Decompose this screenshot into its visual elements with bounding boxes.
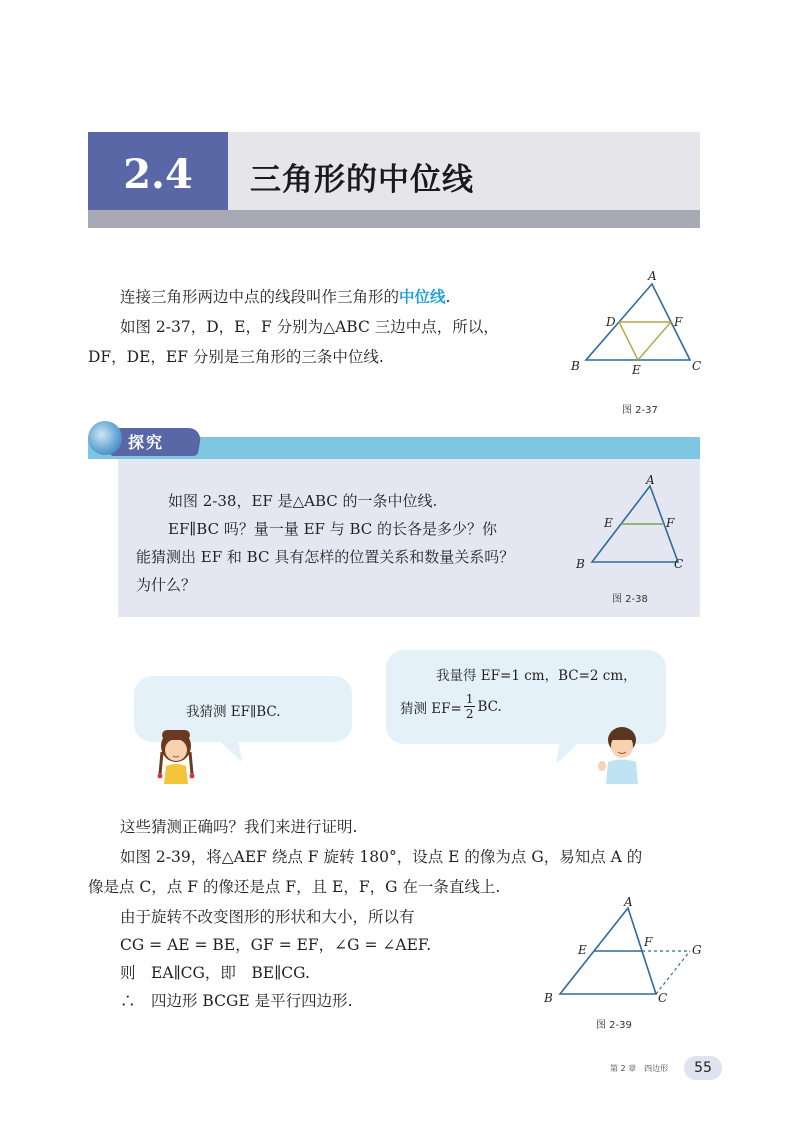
proof-line-4: 由于旋转不改变图形的形状和大小，所以有 [120,908,415,926]
left-bubble-text: 我猜测 EF∥BC. [186,704,281,720]
boy-shirt [606,760,638,785]
fig37-label-b: B [571,359,580,373]
fig39-label-c: C [658,991,668,1005]
right-bubble-line-1: 我量得 EF=1 cm，BC=2 cm， [436,668,637,684]
page-number: 55 [684,1056,722,1080]
fraction-numerator: 1 [465,692,474,706]
right-bubble-line-2 [400,692,502,721]
fig37-midlines [619,322,671,360]
fig38-caption: 图 2-38 [612,594,648,605]
right-bubble-tail [556,740,586,766]
girl-shirt [164,764,188,784]
intro-line-1-text: 连接三角形两边中点的线段叫作三角形的 [120,288,400,306]
proof-line-5: CG = AE = BE，GF = EF，∠G = ∠AEF. [120,936,432,954]
fig38-label-b: B [576,557,585,571]
fig38-label-e: E [604,516,613,530]
explore-magnifier-icon [88,421,122,455]
fig37-caption: 图 2-37 [622,405,658,416]
fig37-label-a: A [648,270,657,283]
proof-line-1: 这些猜测正确吗？我们来进行证明. [120,818,358,836]
term-midline: 中位线 [399,287,446,306]
fig39-label-f: F [644,935,653,949]
fig39-label-a: A [624,896,633,909]
fig39-label-g: G [692,943,702,957]
fig39-label-b: B [544,991,553,1005]
fig37-label-c: C [692,359,702,373]
fig37-label-e: E [632,363,641,377]
explore-line-2: EF∥BC 吗？量一量 EF 与 BC 的长各是多少？你 [168,520,498,538]
girl-character [154,726,200,784]
fig39-label-e: E [578,943,587,957]
figure-2-38 [574,472,694,578]
fraction-denominator: 2 [465,707,474,721]
intro-line-1-end: . [445,288,451,306]
explore-line-3: 能猜测出 EF 和 BC 具有怎样的位置关系和数量关系吗？ [136,548,515,566]
section-title: 三角形的中位线 [250,162,474,198]
section-number: 2.4 [123,151,193,198]
fig38-label-f: F [666,516,675,530]
fig37-label-d: D [606,315,616,329]
explore-line-1: 如图 2-38，EF 是△ABC 的一条中位线. [168,492,438,510]
explore-label: 探究 [128,433,165,452]
boy-character [596,722,646,784]
figure-2-37 [566,270,706,380]
fig39-caption: 图 2-39 [596,1020,632,1031]
proof-line-6: 则 EA∥CG，即 BE∥CG. [120,964,310,982]
girl-face [165,739,187,761]
fig38-label-c: C [674,557,684,571]
explore-line-4: 为什么？ [136,576,197,594]
section-banner-strip [88,210,700,228]
intro-line-1 [120,282,540,312]
right-bubble-prefix: 猜测 EF= [400,700,462,717]
intro-line-2: 如图 2-37，D，E，F 分别为△ABC 三边中点，所以， [120,318,499,336]
chapter-label: 第 2 章 四边形 [610,1064,669,1073]
right-bubble-suffix: BC. [477,698,502,715]
proof-line-7: ∴ 四边形 BCGE 是平行四边形. [120,992,353,1010]
proof-line-2: 如图 2-39，将△AEF 绕点 F 旋转 180°，设点 E 的像为点 G，易知点 A 的 [120,848,643,866]
left-bubble-tail [216,738,246,764]
fig38-label-a: A [646,473,655,487]
fig39-segment-cg-dashed [656,951,690,994]
fraction-one-half [464,692,476,721]
fig37-label-f: F [674,315,683,329]
figure-2-39 [538,896,708,1008]
proof-line-3: 像是点 C，点 F 的像还是点 F，且 E，F，G 在一条直线上. [88,878,501,896]
intro-line-3: DF，DE，EF 分别是三角形的三条中位线. [88,348,384,366]
